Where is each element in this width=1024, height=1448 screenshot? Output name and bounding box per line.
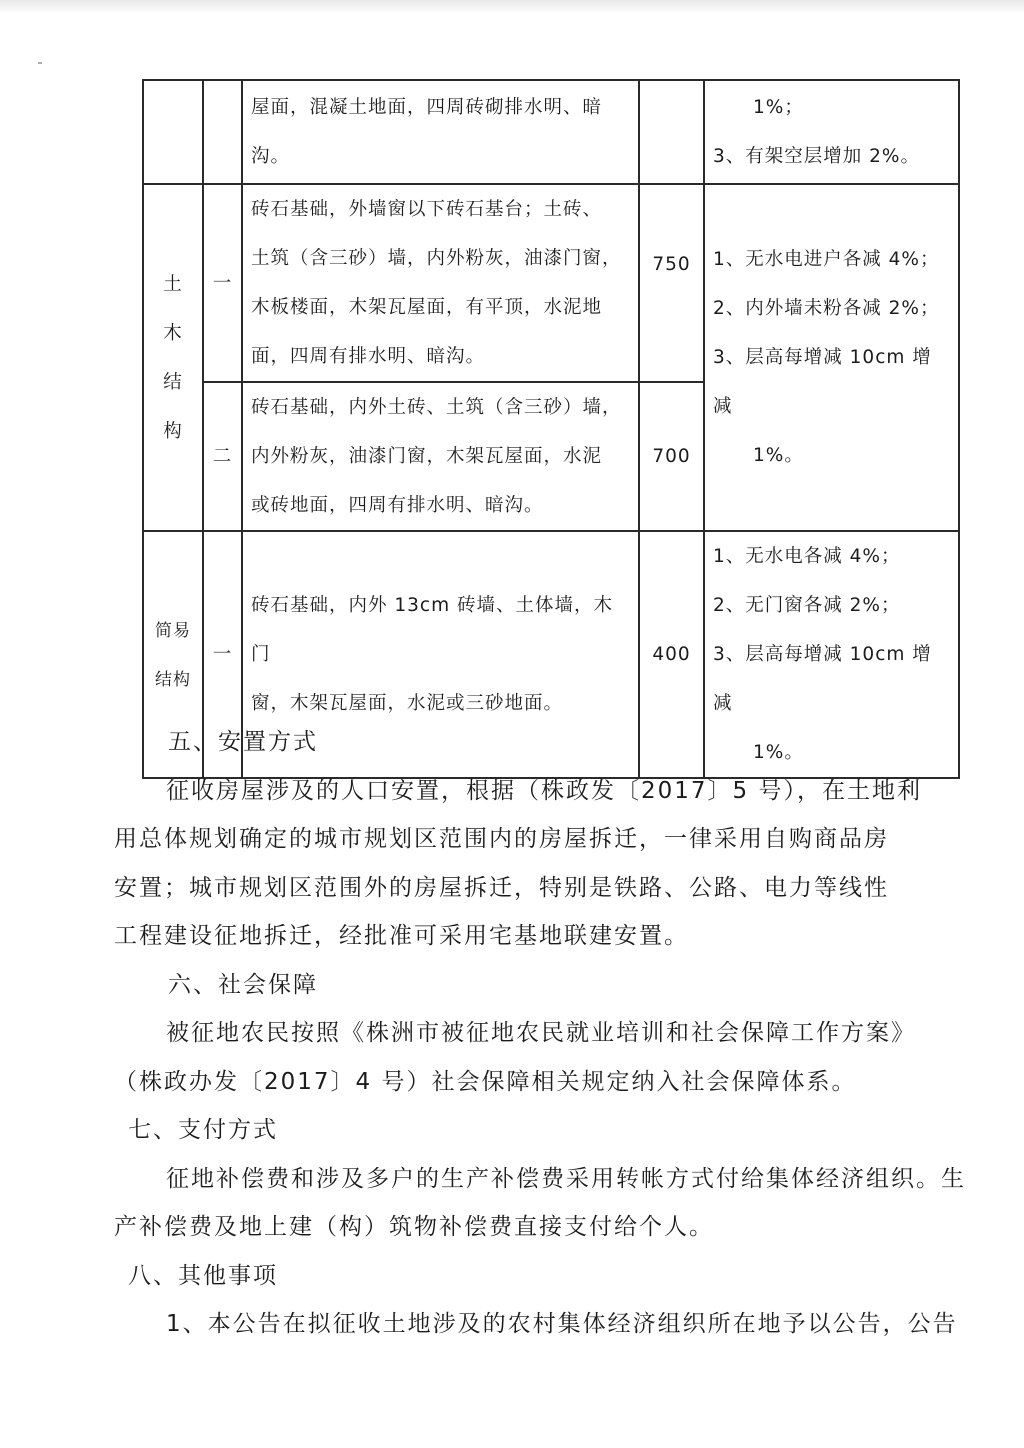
price-cell: 750 [639,184,704,382]
adjustment-line: 3、有架空层增加 2%。 [713,146,921,167]
adjustment-line: 3、层高每增减 10cm 增减 [713,644,932,714]
category-cell-tumu [143,184,203,531]
paragraph-line: 征收房屋涉及的人口安置，根据（株政发〔2017〕5 号），在土地利 [166,777,922,804]
adjustment-line: 1%。 [753,742,804,763]
adjustment-line: 1%。 [753,445,804,466]
description-line: 或砖地面，四周有排水明、暗沟。 [251,495,544,516]
grade-cell [203,80,242,184]
paragraph-line: 被征地农民按照《株洲市被征地农民就业培训和社会保障工作方案》 [166,1020,916,1046]
section-heading: 六、社会保障 [168,971,318,998]
description-line: 木板楼面，木架瓦屋面，有平顶，水泥地 [251,297,603,318]
category-char: 结 [163,371,183,393]
paragraph-line: 工程建设征地拆迁，经批准可采用宅基地联建安置。 [114,923,689,949]
description-cell [242,382,639,531]
table-row [143,184,959,382]
paragraph-line: （株政办发〔2017〕4 号）社会保障相关规定纳入社会保障体系。 [114,1068,857,1095]
paragraph-line: 征地补偿费和涉及多户的生产补偿费采用转帐方式付给集体经济组织。生 [166,1165,966,1192]
description-cell [242,184,639,382]
paragraph-line: 安置；城市规划区范围外的房屋拆迁，特别是铁路、公路、电力等线性 [114,874,889,901]
price-cell: 700 [639,382,704,531]
section-heading: 五、安置方式 [168,729,318,755]
description-line: 砖石基础，外墙窗以下砖石基台；土砖、 [251,199,603,220]
grade-cell: 一 [203,531,242,778]
adjustment-line: 2、无门窗各减 2%； [713,595,901,616]
description-line: 内外粉灰，油漆门窗，木架瓦屋面，水泥 [251,446,603,467]
grade-cell: 二 [203,382,242,531]
grade-cell: 一 [203,184,242,382]
document-body [114,718,982,1349]
table-row [143,80,959,184]
paragraph-line: 用总体规划确定的城市规划区范围内的房屋拆迁，一律采用自购商品房 [114,826,889,852]
description-line: 窗，木架瓦屋面，水泥或三砂地面。 [251,693,564,714]
category-text: 结构 [155,669,191,690]
category-char: 构 [163,420,183,442]
description-line: 沟。 [251,146,291,167]
description-line: 砖石基础，内外 13cm 砖墙、土体墙，木门 [251,595,613,665]
paragraph-line: 1、本公告在拟征收土地涉及的农村集体经济组织所在地予以公告，公告 [166,1311,958,1337]
description-line: 砖石基础，内外土砖、土筑（含三砂）墙， [251,397,622,418]
adjustment-line: 1、无水电各减 4%； [713,546,901,567]
description-cell [242,80,639,184]
adjustment-line: 2、内外墙未粉各减 2%； [713,298,940,319]
adjustment-line: 1、无水电进户各减 4%； [713,249,940,270]
category-text: 简易 [155,620,191,641]
adjustment-line: 1%； [753,97,804,118]
adjustment-line: 3、层高每增减 10cm 增减 [713,347,932,417]
category-char: 土 [163,273,183,295]
description-line: 屋面，混凝土地面，四周砖砌排水明、暗 [251,97,603,118]
price-cell: 400 [639,531,704,778]
description-line: 面，四周有排水明、暗沟。 [251,346,486,367]
compensation-standard-table [142,79,960,779]
paragraph-line: 产补偿费及地上建（构）筑物补偿费直接支付给个人。 [114,1214,714,1240]
scan-speck [38,62,42,64]
category-cell [143,80,203,184]
scan-edge-shadow [0,0,1024,14]
section-heading: 七、支付方式 [128,1117,278,1143]
description-line: 土筑（含三砂）墙，内外粉灰，油漆门窗， [251,248,622,269]
adjustment-cell [704,80,959,184]
category-char: 木 [163,322,183,344]
section-heading: 八、其他事项 [128,1262,278,1289]
adjustment-cell [704,184,959,531]
price-cell [639,80,704,184]
